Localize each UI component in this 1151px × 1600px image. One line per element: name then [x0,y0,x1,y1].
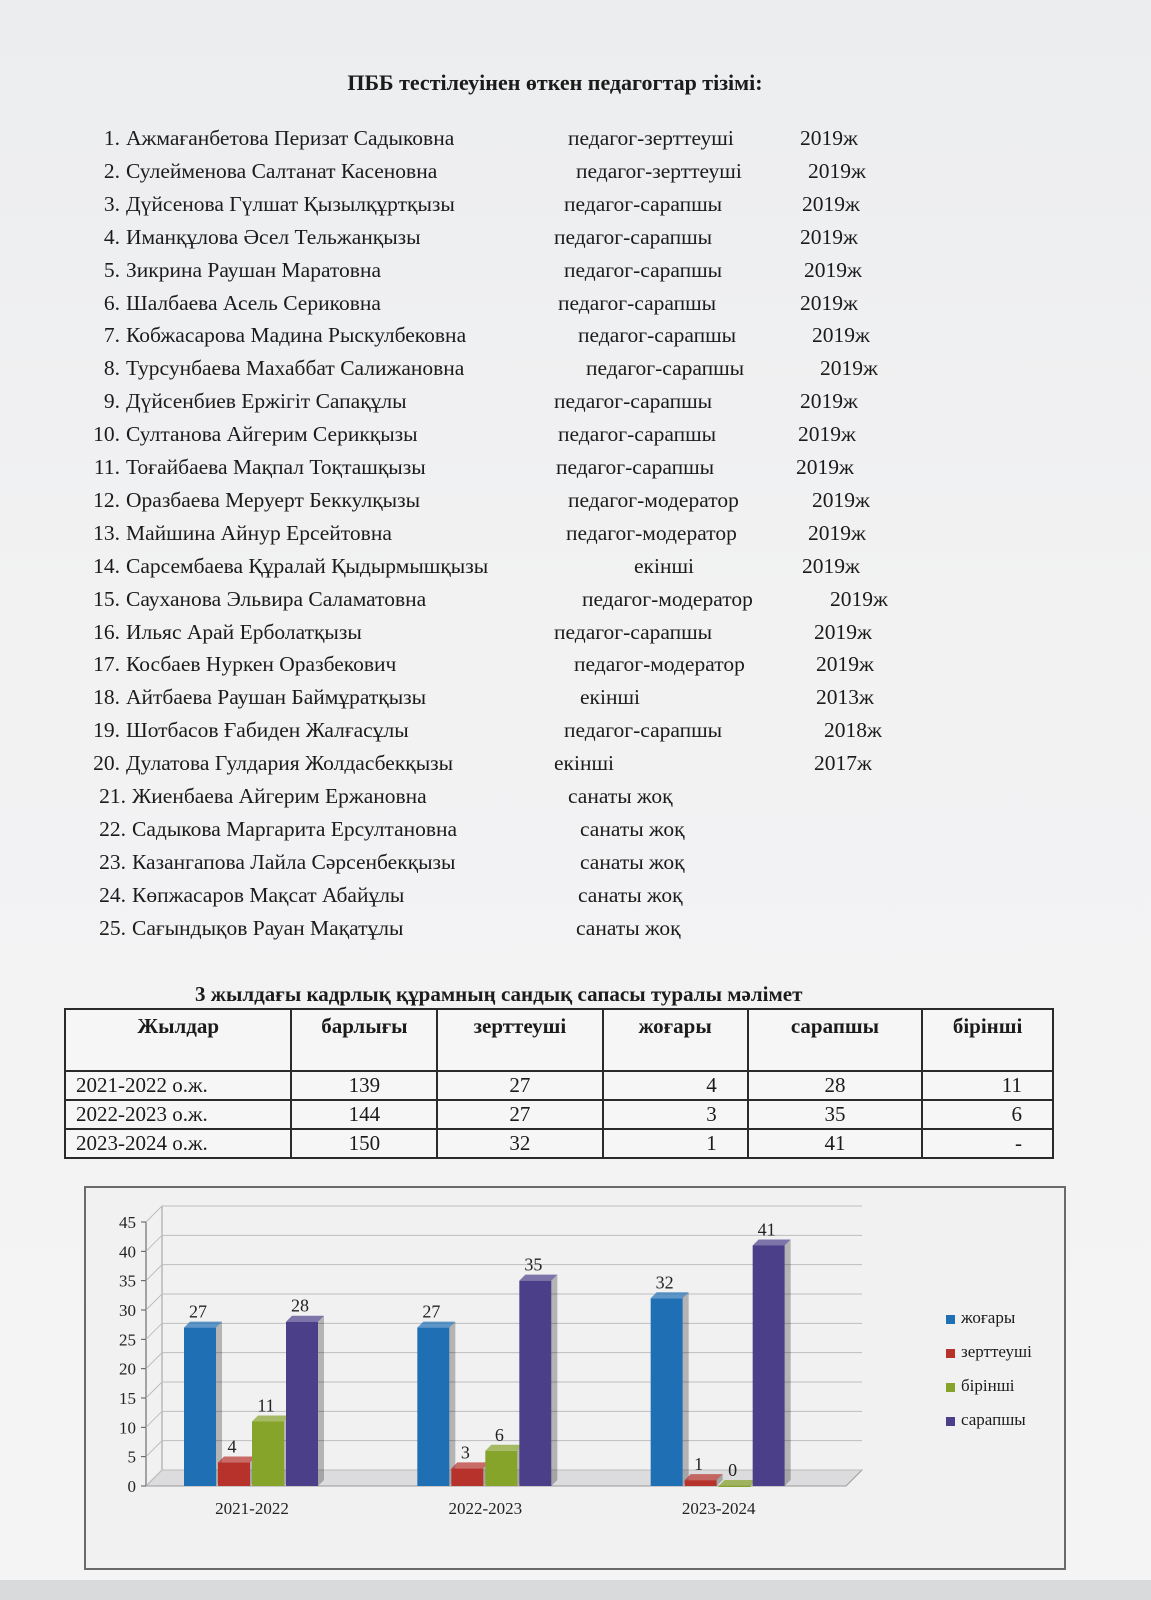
bar [753,1245,785,1486]
teacher-category: педагог-зерттеуші [576,158,742,183]
certification-year: 2018ж [824,718,882,743]
bar-value-label: 6 [494,1424,504,1445]
teacher-category: педагог-сарапшы [554,224,713,249]
teacher-category: педагог-модератор [566,520,737,545]
teacher-name: Сулейменова Салтанат Касеновна [126,158,438,183]
teacher-name: Дүйсенбиев Ержігіт Сапақұлы [126,389,407,414]
y-tick-label: 5 [127,1447,136,1467]
bar-value-label: 27 [422,1301,441,1322]
legend-item [946,1342,1032,1376]
teacher-name: Ажмағанбетова Перизат Садыковна [126,126,455,150]
teacher-name: Султанова Айгерим Серикқызы [126,422,418,447]
cell-first: 11 [922,1071,1053,1100]
teacher-category: педагог-сарапшы [564,257,723,282]
bar-top [519,1275,557,1281]
list-number: 7. [103,323,120,348]
cell-researcher: 27 [437,1071,602,1100]
list-number: 17. [93,652,120,677]
teacher-category: педагог-сарапшы [558,422,717,447]
page-title: ПББ тестілеуінен өткен педагогтар тізімі: [347,70,763,95]
bar-value-label: 3 [460,1442,470,1463]
certification-year: 2019ж [808,158,866,183]
cell-higher: 4 [603,1071,748,1100]
legend-item [946,1410,1032,1444]
bar-top [651,1292,689,1298]
teacher-name: Майшина Айнур Ерсейтовна [126,520,392,545]
staff-stats-table [64,1008,1054,1159]
teacher-category: педагог-сарапшы [564,718,723,743]
y-tick-label: 15 [119,1389,136,1408]
table-header-row [65,1009,1053,1071]
chart-svg [86,1188,1064,1568]
cell-higher: 1 [603,1129,748,1158]
legend-label: бірінші [961,1376,1015,1395]
bar [451,1468,483,1486]
cell-expert: 28 [748,1071,922,1100]
teacher-name: Дулатова Гулдария Жолдасбекқызы [126,751,454,776]
bar-top [719,1480,757,1486]
teacher-name: Зикрина Раушан Маратовна [126,257,381,282]
list-number: 13. [93,520,120,545]
bar [685,1480,717,1486]
teacher-name: Шотбасов Ғабиден Жалғасұлы [126,718,409,743]
bar-value-label: 11 [257,1395,275,1416]
bar [719,1486,751,1487]
teacher-name: Турсунбаева Махаббат Салижановна [126,356,465,381]
bar-value-label: 41 [757,1219,776,1240]
certification-year: 2019ж [802,191,860,216]
certification-year: 2019ж [814,619,872,644]
y-tick-label: 45 [119,1213,136,1232]
teacher-name: Сарсембаева Құралай Қыдырмышқызы [126,553,489,578]
bar [519,1281,551,1486]
teacher-name: Дүйсенова Гүлшат Қызылқұртқызы [126,191,455,216]
cell-researcher: 32 [437,1129,602,1158]
bar-value-label: 27 [189,1301,207,1322]
teacher-name: Косбаев Нуркен Оразбекович [126,652,397,677]
bar [485,1451,517,1486]
bar-side [551,1275,557,1486]
bar-top [286,1316,324,1322]
list-number: 18. [93,685,120,710]
certification-year: 2019ж [812,323,870,348]
legend-item [946,1308,1032,1342]
teacher-category: екінші [634,553,694,578]
bar-side [683,1292,689,1486]
teacher-name: Тоғайбаева Мақпал Тоқташқызы [126,455,426,479]
teacher-category: педагог-модератор [574,652,745,677]
bar-value-label: 0 [728,1460,738,1480]
list-number: 16. [93,619,120,644]
list-number: 20. [93,751,120,776]
teacher-category: педагог-модератор [582,586,753,611]
legend-item [946,1376,1032,1410]
bar [286,1322,318,1486]
teacher-category: екінші [580,685,640,710]
bar [417,1328,449,1486]
teacher-category: педагог-сарапшы [556,455,715,479]
y-tick-label: 25 [119,1330,136,1350]
bar-top [218,1457,256,1463]
cell-researcher: 27 [437,1100,602,1129]
bar-chart [84,1186,1066,1570]
y-tick-label: 35 [119,1271,136,1291]
bar [252,1421,284,1486]
cell-year: 2021-2022 о.ж. [65,1071,291,1100]
col-header-total: барлығы [291,1009,437,1071]
cell-first: 6 [922,1100,1053,1129]
teacher-category: педагог-сарапшы [564,191,723,216]
table-row [65,1071,1053,1100]
list-number: 21. [99,784,126,808]
teacher-category: санаты жоқ [568,784,673,808]
x-tick-label: 2022-2023 [448,1499,523,1518]
list-number: 22. [99,816,126,841]
list-number: 23. [99,849,126,874]
teacher-category: педагог-сарапшы [554,619,713,644]
teacher-name: Шалбаева Асель Сериковна [126,290,381,315]
teacher-name: Айтбаева Раушан Баймұратқызы [126,685,427,710]
certification-year: 2019ж [800,290,858,315]
legend-swatch [946,1315,955,1324]
y-tick-label: 30 [119,1301,136,1320]
bar-top [252,1415,290,1421]
certification-year: 2019ж [808,520,866,545]
bar-top [184,1322,222,1328]
teacher-category: педагог-модератор [568,487,739,512]
certification-year: 2019ж [804,257,862,282]
teacher-category: санаты жоқ [578,882,683,907]
cell-total: 150 [291,1129,437,1158]
certification-year: 2017ж [814,751,872,776]
certification-year: 2019ж [820,356,878,381]
teacher-name: Сауханова Эльвира Саламатовна [126,586,427,611]
bar-value-label: 35 [524,1254,543,1275]
list-number: 15. [93,586,120,611]
y-tick-label: 0 [127,1477,136,1496]
teacher-category: санаты жоқ [580,849,685,874]
teacher-category: педагог-сарапшы [578,323,737,348]
bar-top [685,1474,723,1480]
teacher-name: Казангапова Лайла Сәрсенбекқызы [132,849,456,874]
bar-top [451,1462,489,1468]
cell-total: 144 [291,1100,437,1129]
cell-expert: 35 [748,1100,922,1129]
table-row [65,1129,1053,1158]
list-number: 5. [103,257,120,282]
gridline [146,1206,862,1222]
legend-label: сарапшы [961,1410,1026,1429]
bar-value-label: 1 [694,1454,704,1475]
bar [218,1463,250,1486]
teacher-category: педагог-сарапшы [554,389,713,414]
list-number: 25. [99,915,126,940]
list-number: 11. [93,455,120,479]
certification-year: 2019ж [800,224,858,249]
teacher-name: Көпжасаров Мақсат Абайұлы [132,882,405,907]
certification-year: 2019ж [816,652,874,677]
bar-side [785,1239,791,1486]
list-number: 4. [103,224,120,249]
y-tick-label: 40 [119,1242,136,1262]
cell-higher: 3 [603,1100,748,1129]
teacher-category: педагог-сарапшы [558,290,717,315]
table-title: 3 жылдағы кадрлық құрамның сандық сапасы туралы мәлімет [195,982,803,1006]
certification-year: 2019ж [796,455,854,479]
cell-first: - [922,1129,1053,1158]
list-number: 10. [93,422,120,447]
table-row [65,1100,1053,1129]
bar-side [449,1322,455,1486]
legend-swatch [946,1383,955,1392]
x-tick-label: 2021-2022 [215,1499,289,1518]
col-header-expert: сарапшы [748,1009,922,1071]
certification-year: 2019ж [798,422,856,447]
teacher-name: Оразбаева Меруерт Беккулқызы [126,487,421,512]
list-number: 24. [99,882,126,907]
bar-value-label: 32 [655,1272,674,1293]
certification-year: 2019ж [800,389,858,414]
list-number: 12. [93,487,120,512]
col-header-researcher: зерттеуші [437,1009,602,1071]
bar-value-label: 28 [291,1295,309,1316]
bar [184,1328,216,1486]
teacher-category: санаты жоқ [576,915,681,940]
legend-label: жоғары [961,1308,1016,1327]
cell-year: 2022-2023 о.ж. [65,1100,291,1129]
teacher-category: педагог-сарапшы [586,356,745,381]
certification-year: 2019ж [802,553,860,578]
cell-total: 139 [291,1071,437,1100]
certification-year: 2013ж [816,685,874,710]
teacher-category: екінші [554,751,614,776]
list-number: 3. [103,191,120,216]
legend-swatch [946,1349,955,1358]
list-number: 9. [103,389,120,414]
teacher-name: Иманқұлова Әсел Тельжанқызы [126,224,421,249]
y-tick-label: 20 [119,1359,136,1379]
legend-label: зерттеуші [961,1342,1032,1361]
list-number: 19. [93,718,120,743]
legend-swatch [946,1417,955,1426]
col-header-first: бірінші [922,1009,1053,1071]
list-number: 6. [103,290,120,315]
list-number: 14. [93,553,120,578]
teacher-name: Кобжасарова Мадина Рыскулбековна [126,323,467,348]
certification-year: 2019ж [830,586,888,611]
bar-value-label: 4 [227,1436,237,1457]
certification-year: 2019ж [812,487,870,512]
teacher-name: Сағындықов Рауан Мақатұлы [132,915,404,940]
x-tick-label: 2023-2024 [681,1499,756,1518]
cell-expert: 41 [748,1129,922,1158]
bottom-bar [0,1580,1151,1600]
bar-top [417,1322,455,1328]
list-number: 1. [103,126,120,150]
chart-legend [946,1308,1032,1444]
teacher-category: педагог-зерттеуші [568,126,734,150]
bar [651,1298,683,1486]
list-number: 2. [103,158,120,183]
teacher-category: санаты жоқ [580,816,685,841]
col-header-higher: жоғары [603,1009,748,1071]
teacher-name: Садыкова Маргарита Ерсултановна [132,816,458,841]
bar-side [318,1316,324,1486]
col-header-years: Жылдар [65,1009,291,1071]
bar-top [485,1445,523,1451]
bar-top [753,1239,791,1245]
cell-year: 2023-2024 о.ж. [65,1129,291,1158]
y-tick-label: 10 [119,1418,136,1438]
teacher-name: Жиенбаева Айгерим Ержановна [132,784,427,808]
list-number: 8. [103,356,120,381]
teacher-name: Ильяс Арай Ерболатқызы [126,619,362,644]
certification-year: 2019ж [800,126,858,150]
